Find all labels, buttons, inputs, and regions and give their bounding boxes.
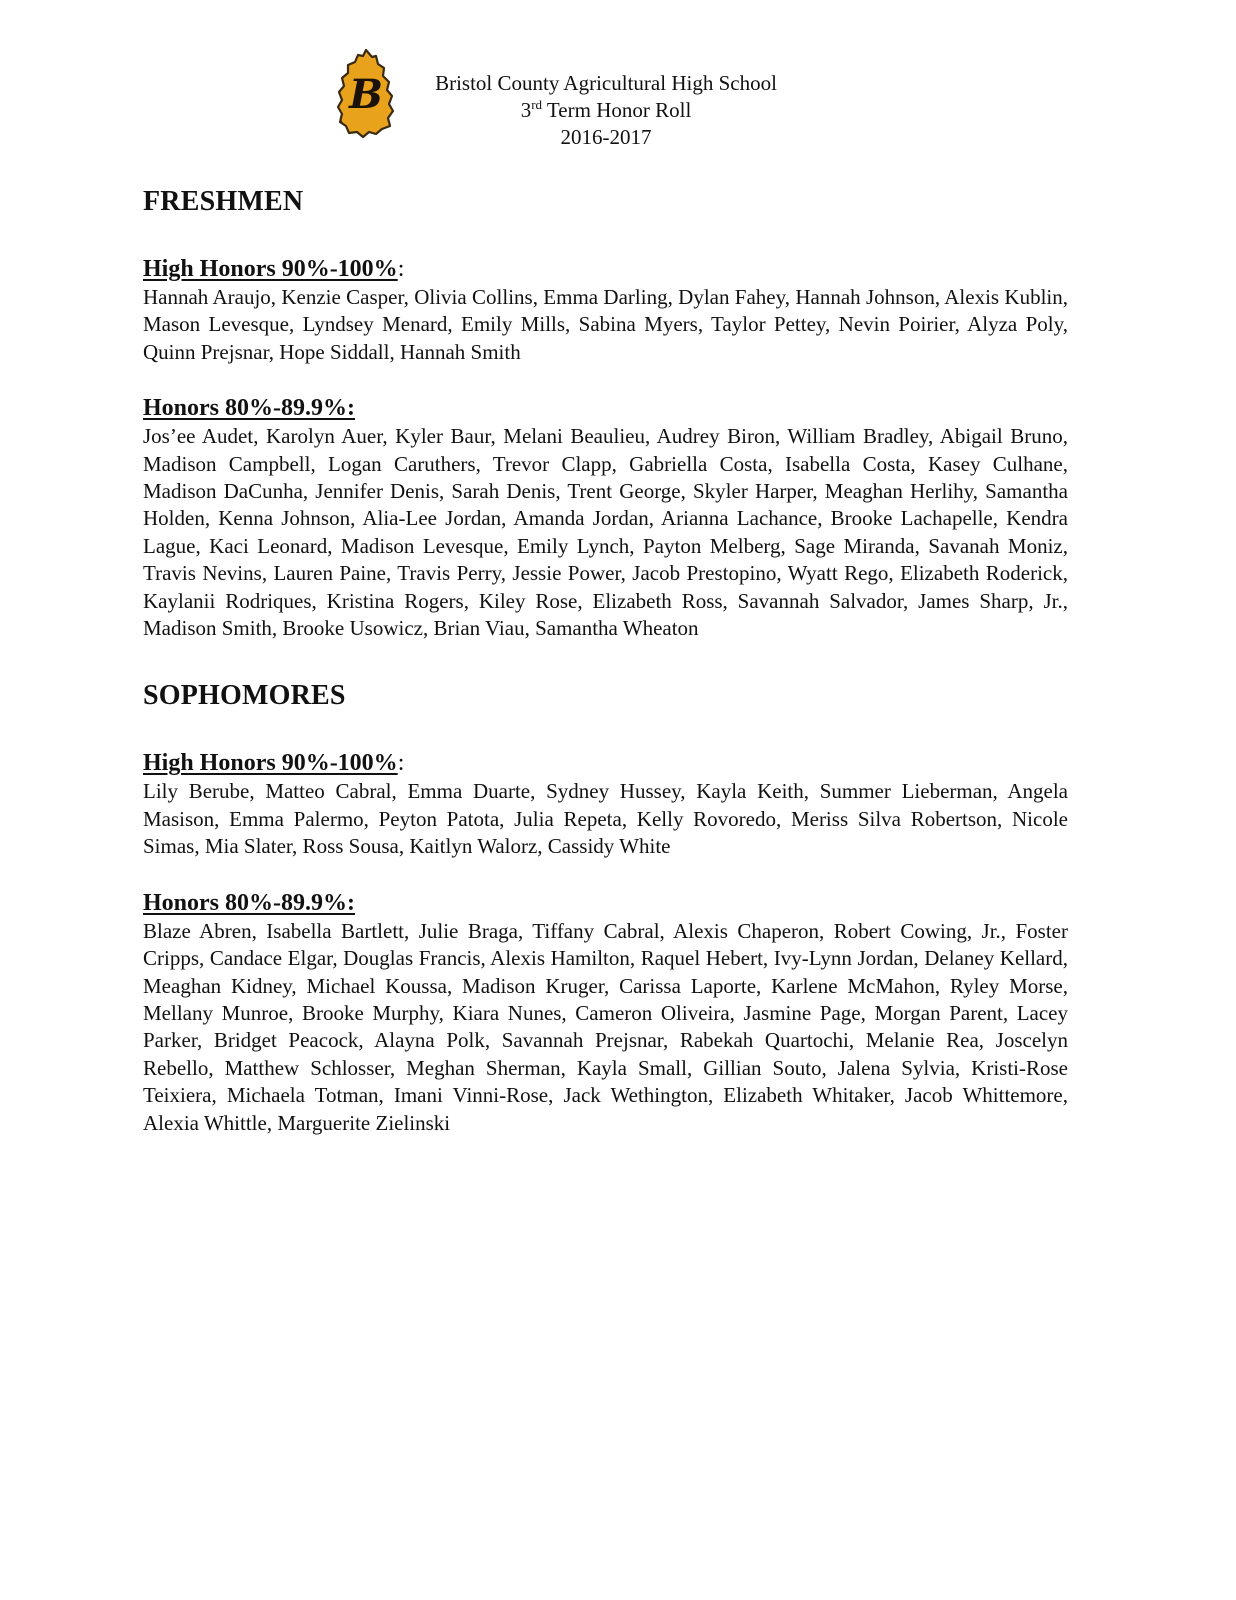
- tier-heading-high-honors: [143, 748, 1068, 778]
- tier-heading-honors: [143, 888, 1068, 918]
- school-arrowhead-logo-icon: [336, 48, 396, 140]
- tier-colon: :: [397, 256, 405, 282]
- names-list: Hannah Araujo, Kenzie Casper, Olivia Collins, Emma Darling, Dylan Fahey, Hannah Johnson, Alexis Kublin, Mason Levesque, Lyndsey Menard, Emily Mills, Sabina Myers, Taylor Pettey, Nevin Poirier, Alyza Poly, Quinn Prejsnar, Hope Siddall, Hannah Smith: [143, 285, 1068, 364]
- tier-heading-high-honors: [143, 254, 1068, 284]
- header-text-block: [396, 70, 816, 151]
- tier-label: High Honors 90%-100%: [143, 256, 398, 282]
- tier-label: Honors 80%-89.9%:: [143, 889, 355, 916]
- class-heading-freshmen: FRESHMEN: [143, 186, 304, 217]
- honor-roll-content: [143, 186, 1068, 1164]
- class-heading-sophomores: SOPHOMORES: [143, 680, 346, 712]
- names-list: Lily Berube, Matteo Cabral, Emma Duarte, Sydney Hussey, Kayla Keith, Summer Lieberman, Angela Masison, Emma Palermo, Peyton Patota, Julia Repeta, Kelly Rovoredo, Meriss Silva Robertson, Nicole Simas, Mia Slater, Ross Sousa, Kaitlyn Walorz, Cassidy White: [143, 779, 1068, 859]
- term-number: 3: [520, 98, 532, 122]
- term-title: [396, 97, 816, 124]
- school-name: Bristol County Agricultural High School: [435, 71, 777, 95]
- term-suffix: rd: [531, 97, 543, 112]
- tier-label: High Honors 90%-100%: [143, 750, 398, 777]
- document-header: [336, 48, 836, 148]
- names-list: Blaze Abren, Isabella Bartlett, Julie Braga, Tiffany Cabral, Alexis Chaperon, Robert Cowing, Jr., Foster Cripps, Candace Elgar, Douglas Francis, Alexis Hamilton, Raquel Hebert, Ivy-Lynn Jordan, Delaney Kellard, Meaghan Kidney, Michael Koussa, Madison Kruger, Carissa Laporte, Karlene McMahon, Ryley Morse, Mellany Munroe, Brooke Murphy, Kiara Nunes, Cameron Oliveira, Jasmine Page, Morgan Parent, Lacey Parker, Bridget Peacock, Alayna Polk, Savannah Prejsnar, Rabekah Quartochi, Melanie Rea, Joscelyn Rebello, Matthew Schlosser, Meghan Sherman, Kayla Small, Gillian Souto, Jalena Sylvia, Kristi-Rose Teixiera, Michaela Totman, Imani Vinni-Rose, Jack Wethington, Elizabeth Whitaker, Jacob Whittemore, Alexia Whittle, Marguerite Zielinski: [143, 918, 1068, 1135]
- term-title-rest: Term Honor Roll: [542, 98, 692, 122]
- names-list: Jos’ee Audet, Karolyn Auer, Kyler Baur, Melani Beaulieu, Audrey Biron, William Bradley, Abigail Bruno, Madison Campbell, Logan Caruthers, Trevor Clapp, Gabriella Costa, Isabella Costa, Kasey Culhane, Madison DaCunha, Jennifer Denis, Sarah Denis, Trent George, Skyler Harper, Meaghan Herlihy, Samantha Holden, Kenna Johnson, Alia-Lee Jordan, Amanda Jordan, Arianna Lachance, Brooke Lachapelle, Kendra Lague, Kaci Leonard, Madison Levesque, Emily Lynch, Payton Melberg, Sage Miranda, Savanah Moniz, Travis Nevins, Lauren Paine, Travis Perry, Jessie Power, Jacob Prestopino, Wyatt Rego, Elizabeth Roderick, Kaylanii Rodriques, Kristina Rogers, Kiley Rose, Elizabeth Ross, Savannah Salvador, James Sharp, Jr., Madison Smith, Brooke Usowicz, Brian Viau, Samantha Wheaton: [143, 424, 1068, 641]
- school-year: 2016-2017: [560, 125, 652, 149]
- tier-heading-honors: [143, 393, 1068, 423]
- logo-letter: B: [349, 71, 383, 118]
- tier-colon: :: [397, 750, 405, 777]
- tier-label: Honors 80%-89.9%:: [143, 395, 355, 422]
